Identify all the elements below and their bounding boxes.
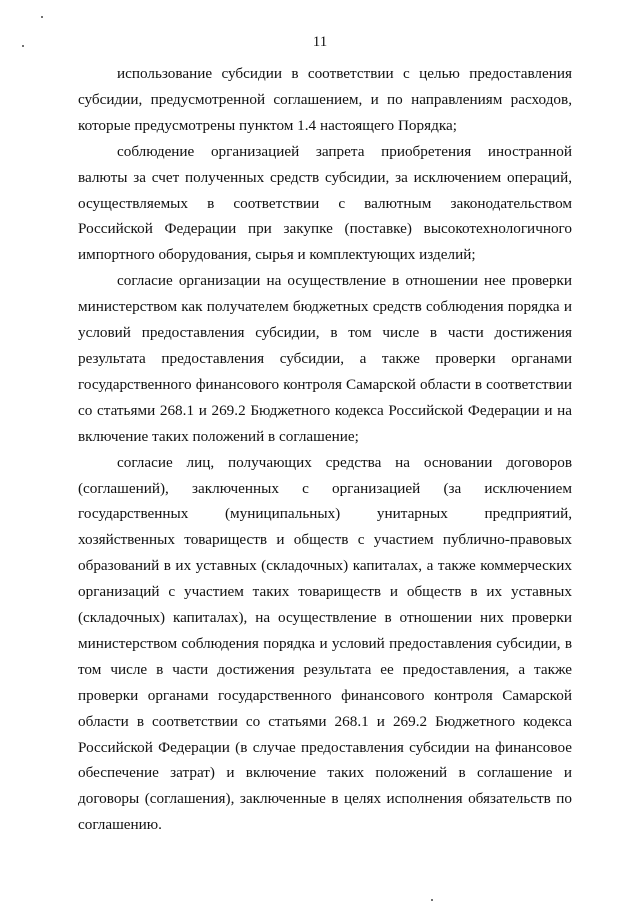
document-body	[78, 61, 572, 838]
page-number: 11	[312, 34, 328, 50]
paragraph: согласие лиц, получающих средства на основании договоров (соглашений), заключенных с организацией (за исключением государственных (муниципальных) унитарных предприятий, хозяйственных товариществ и обществ с участием публично-правовых образований в их уставных (складочных) капиталах, а также коммерческих организаций с участием таких товариществ и обществ в их уставных (складочных) капиталах), на осуществление в отношении них проверки министерством соблюдения порядка и условий предоставления субсидии, в том числе в части достижения результата ее предоставления, а также проверки органами государственного финансового контроля Самарской области в соответствии со статьями 268.1 и 269.2 Бюджетного кодекса Российской Федерации (в случае предоставления субсидии на финансовое обеспечение затрат) и включение таких положений в соглашение и договоры (соглашения), заключенные в целях исполнения обязательств по соглашению.	[78, 453, 572, 834]
paragraph: соблюдение организацией запрета приобретения иностранной валюты за счет полученных средств субсидии, за исключением операций, осуществляемых в соответствии с валютным законодательством Российской Федерации при закупке (поставке) высокотехнологичного импортного оборудования, сырья и комплектующих изделий;	[78, 142, 572, 264]
scan-speck	[431, 899, 433, 901]
paragraph: использование субсидии в соответствии с целью предоставления субсидии, предусмотренной соглашением, и по направлениям расходов, которые предусмотрены пунктом 1.4 настоящего Порядка;	[78, 65, 572, 134]
scan-speck	[41, 16, 43, 18]
paragraph: согласие организации на осуществление в отношении нее проверки министерством как получателем бюджетных средств соблюдения порядка и условий предоставления субсидии, в том числе в части достижения результата предоставления субсидии, а также проверки органами государственного финансового контроля Самарской области в соответствии со статьями 268.1 и 269.2 Бюджетного кодекса Российской Федерации и на включение таких положений в соглашение;	[78, 272, 572, 445]
